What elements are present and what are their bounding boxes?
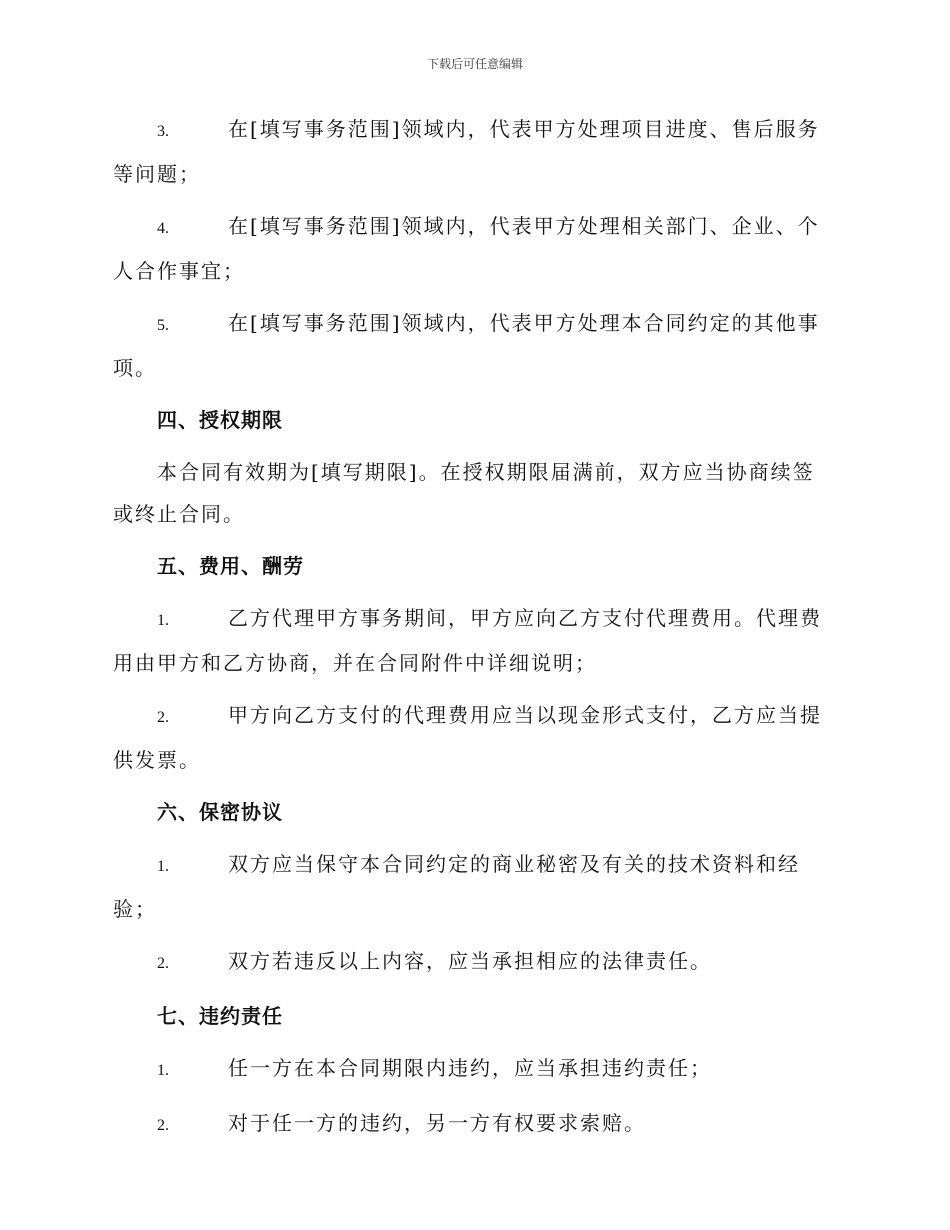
clause-number: 2.	[157, 1117, 169, 1134]
clause-item-4	[113, 205, 835, 292]
clause-text: 在[填写事务范围]领域内，代表甲方处理相关部门、企业、个人合作事宜；	[113, 214, 820, 283]
clause-text: 双方若违反以上内容，应当承担相应的法律责任。	[228, 949, 712, 973]
fees-item-1	[113, 597, 835, 684]
clause-item-5	[113, 302, 835, 389]
confidentiality-item-1	[113, 843, 835, 930]
clause-number: 1.	[157, 858, 169, 875]
clause-number: 3.	[157, 123, 169, 140]
section-paragraph-authorization-period: 本合同有效期为[填写期限]。在授权期限届满前，双方应当协商续签或终止合同。	[113, 460, 815, 526]
clause-text: 在[填写事务范围]领域内，代表甲方处理项目进度、售后服务等问题；	[113, 117, 820, 186]
section-heading-fees: 五、费用、酬劳	[157, 554, 304, 578]
section-heading-authorization-period: 四、授权期限	[157, 408, 283, 432]
clause-number: 2.	[157, 955, 169, 972]
page-header-note: 下载后可任意编辑	[426, 57, 523, 71]
clause-number: 4.	[157, 220, 169, 237]
clause-text: 双方应当保守本合同约定的商业秘密及有关的技术资料和经验；	[113, 852, 800, 921]
clause-number: 2.	[157, 709, 169, 726]
clause-text: 在[填写事务范围]领域内，代表甲方处理本合同约定的其他事项。	[113, 311, 820, 380]
section-heading-confidentiality: 六、保密协议	[157, 800, 283, 824]
clause-number: 5.	[157, 317, 169, 334]
fees-item-2	[113, 694, 835, 781]
document-body	[113, 108, 835, 1157]
clause-text: 乙方代理甲方事务期间，甲方应向乙方支付代理费用。代理费用由甲方和乙方协商，并在合同附件中详细说明；	[113, 606, 822, 675]
clause-item-3	[113, 108, 835, 195]
section-heading-breach-liability: 七、违约责任	[157, 1004, 283, 1028]
breach-item-2	[113, 1102, 835, 1147]
breach-item-1	[113, 1047, 835, 1092]
clause-number: 1.	[157, 612, 169, 629]
clause-number: 1.	[157, 1062, 169, 1079]
clause-text: 对于任一方的违约，另一方有权要求索赔。	[228, 1111, 646, 1135]
clause-text: 任一方在本合同期限内违约，应当承担违约责任；	[228, 1056, 712, 1080]
confidentiality-item-2	[113, 940, 835, 985]
clause-text: 甲方向乙方支付的代理费用应当以现金形式支付，乙方应当提供发票。	[113, 703, 822, 772]
